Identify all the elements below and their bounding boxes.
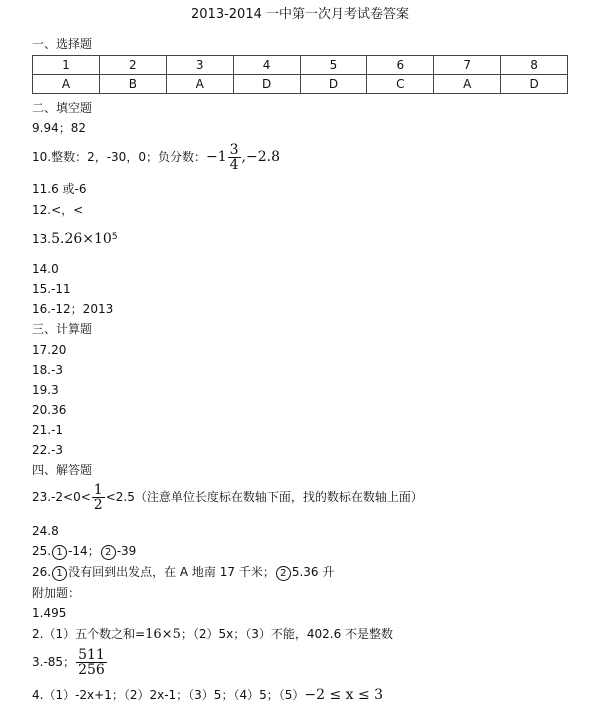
answer-line-q13 [32, 232, 118, 246]
q13-prefix: 13. [32, 232, 52, 246]
q10-numerator: 3 [229, 142, 239, 158]
answer-line-q15: 15.-11 [32, 282, 71, 296]
q25-part1: -14； [68, 544, 100, 558]
answer-line-q26 [32, 565, 334, 581]
answer-line-q9: 9.94；82 [32, 121, 86, 135]
q13-exponent: 5 [111, 232, 118, 242]
q10-minus: −1 [205, 149, 227, 165]
q10-fraction [228, 143, 241, 172]
question-number-cell: 3 [166, 56, 233, 75]
answer-table-answer-row [33, 75, 568, 94]
answer-line-q25 [32, 544, 136, 560]
answer-line-q11: 11.6 或-6 [32, 182, 87, 196]
q23-numerator: 1 [93, 482, 103, 498]
extra-line-4 [32, 688, 383, 702]
question-number-cell: 7 [434, 56, 501, 75]
q13-math: 5.26×10 [51, 231, 112, 247]
answer-line-q10 [32, 142, 280, 172]
answer-cell: D [233, 75, 300, 94]
answer-line-q19: 19.3 [32, 383, 59, 397]
q23-prefix: 23.-2<0< [32, 490, 91, 504]
extra-line-2 [32, 627, 393, 642]
e2-rest: ；（2）5x；（3）不能，402.6 不是整数 [180, 627, 394, 641]
section-heading-appendix: 附加题： [32, 586, 81, 600]
answer-cell: D [300, 75, 367, 94]
e4-math: −2 ≤ x ≤ 3 [304, 687, 384, 703]
answer-line-q16: 16.-12；2013 [32, 302, 114, 316]
answer-line-q24: 24.8 [32, 524, 59, 538]
e2-math: 16×5 [145, 627, 181, 642]
question-number-cell: 6 [367, 56, 434, 75]
extra-line-1: 1.495 [32, 606, 67, 620]
q23-rest: <2.5（注意单位长度标在数轴下面，找的数标在数轴上面） [105, 490, 423, 504]
question-number-cell: 5 [300, 56, 367, 75]
question-number-cell: 4 [233, 56, 300, 75]
question-number-cell: 8 [501, 56, 568, 75]
e3-fraction [76, 648, 107, 677]
section-heading-solve: 四、解答题 [32, 463, 93, 477]
circled-number-2: 2 [276, 566, 291, 581]
answer-cell: C [367, 75, 434, 94]
q26-prefix: 26. [32, 565, 52, 579]
section-heading-fill: 二、填空题 [32, 101, 93, 115]
answer-line-q12: 12.<，< [32, 203, 84, 217]
q26-part2: 5.36 升 [291, 565, 335, 579]
e3-numerator: 511 [78, 647, 105, 663]
q10-rest: ,−2.8 [241, 149, 280, 165]
answer-cell: D [501, 75, 568, 94]
answer-cell: A [434, 75, 501, 94]
answer-line-q14: 14.0 [32, 262, 59, 276]
page-title: 2013-2014 一中第一次月考试卷答案 [191, 7, 409, 22]
q23-fraction [92, 483, 105, 512]
answer-line-q23 [32, 482, 423, 512]
circled-number-2: 2 [101, 545, 116, 560]
answer-line-q21: 21.-1 [32, 423, 64, 437]
extra-line-3 [32, 645, 108, 679]
answer-cell: A [33, 75, 100, 94]
e4-prefix: 4.（1）-2x+1；（2）2x-1；（3）5；（4）5；（5） [32, 688, 305, 702]
q10-denominator: 4 [229, 157, 239, 173]
q23-denominator: 2 [93, 497, 103, 513]
circled-number-1: 1 [52, 545, 67, 560]
answer-table-number-row [33, 56, 568, 75]
question-number-cell: 1 [33, 56, 100, 75]
answer-table [32, 55, 568, 94]
answer-cell: A [166, 75, 233, 94]
question-number-cell: 2 [99, 56, 166, 75]
answer-line-q18: 18.-3 [32, 363, 64, 377]
e2-prefix: 2.（1）五个数之和= [32, 627, 146, 641]
e3-prefix: 3.-85； [32, 655, 76, 669]
q26-part1: 没有回到出发点，在 A 地南 17 千米； [68, 565, 275, 579]
answer-line-q22: 22.-3 [32, 443, 64, 457]
section-heading-choice: 一、选择题 [32, 37, 93, 51]
circled-number-1: 1 [52, 566, 67, 581]
section-heading-calc: 三、计算题 [32, 322, 93, 336]
q25-prefix: 25. [32, 544, 52, 558]
q10-text: 10.整数：2，-30，0；负分数： [32, 150, 206, 164]
answer-line-q20: 20.36 [32, 403, 67, 417]
answer-line-q17: 17.20 [32, 343, 67, 357]
q25-part2: -39 [116, 544, 137, 558]
answer-cell: B [99, 75, 166, 94]
e3-denominator: 256 [78, 662, 105, 678]
